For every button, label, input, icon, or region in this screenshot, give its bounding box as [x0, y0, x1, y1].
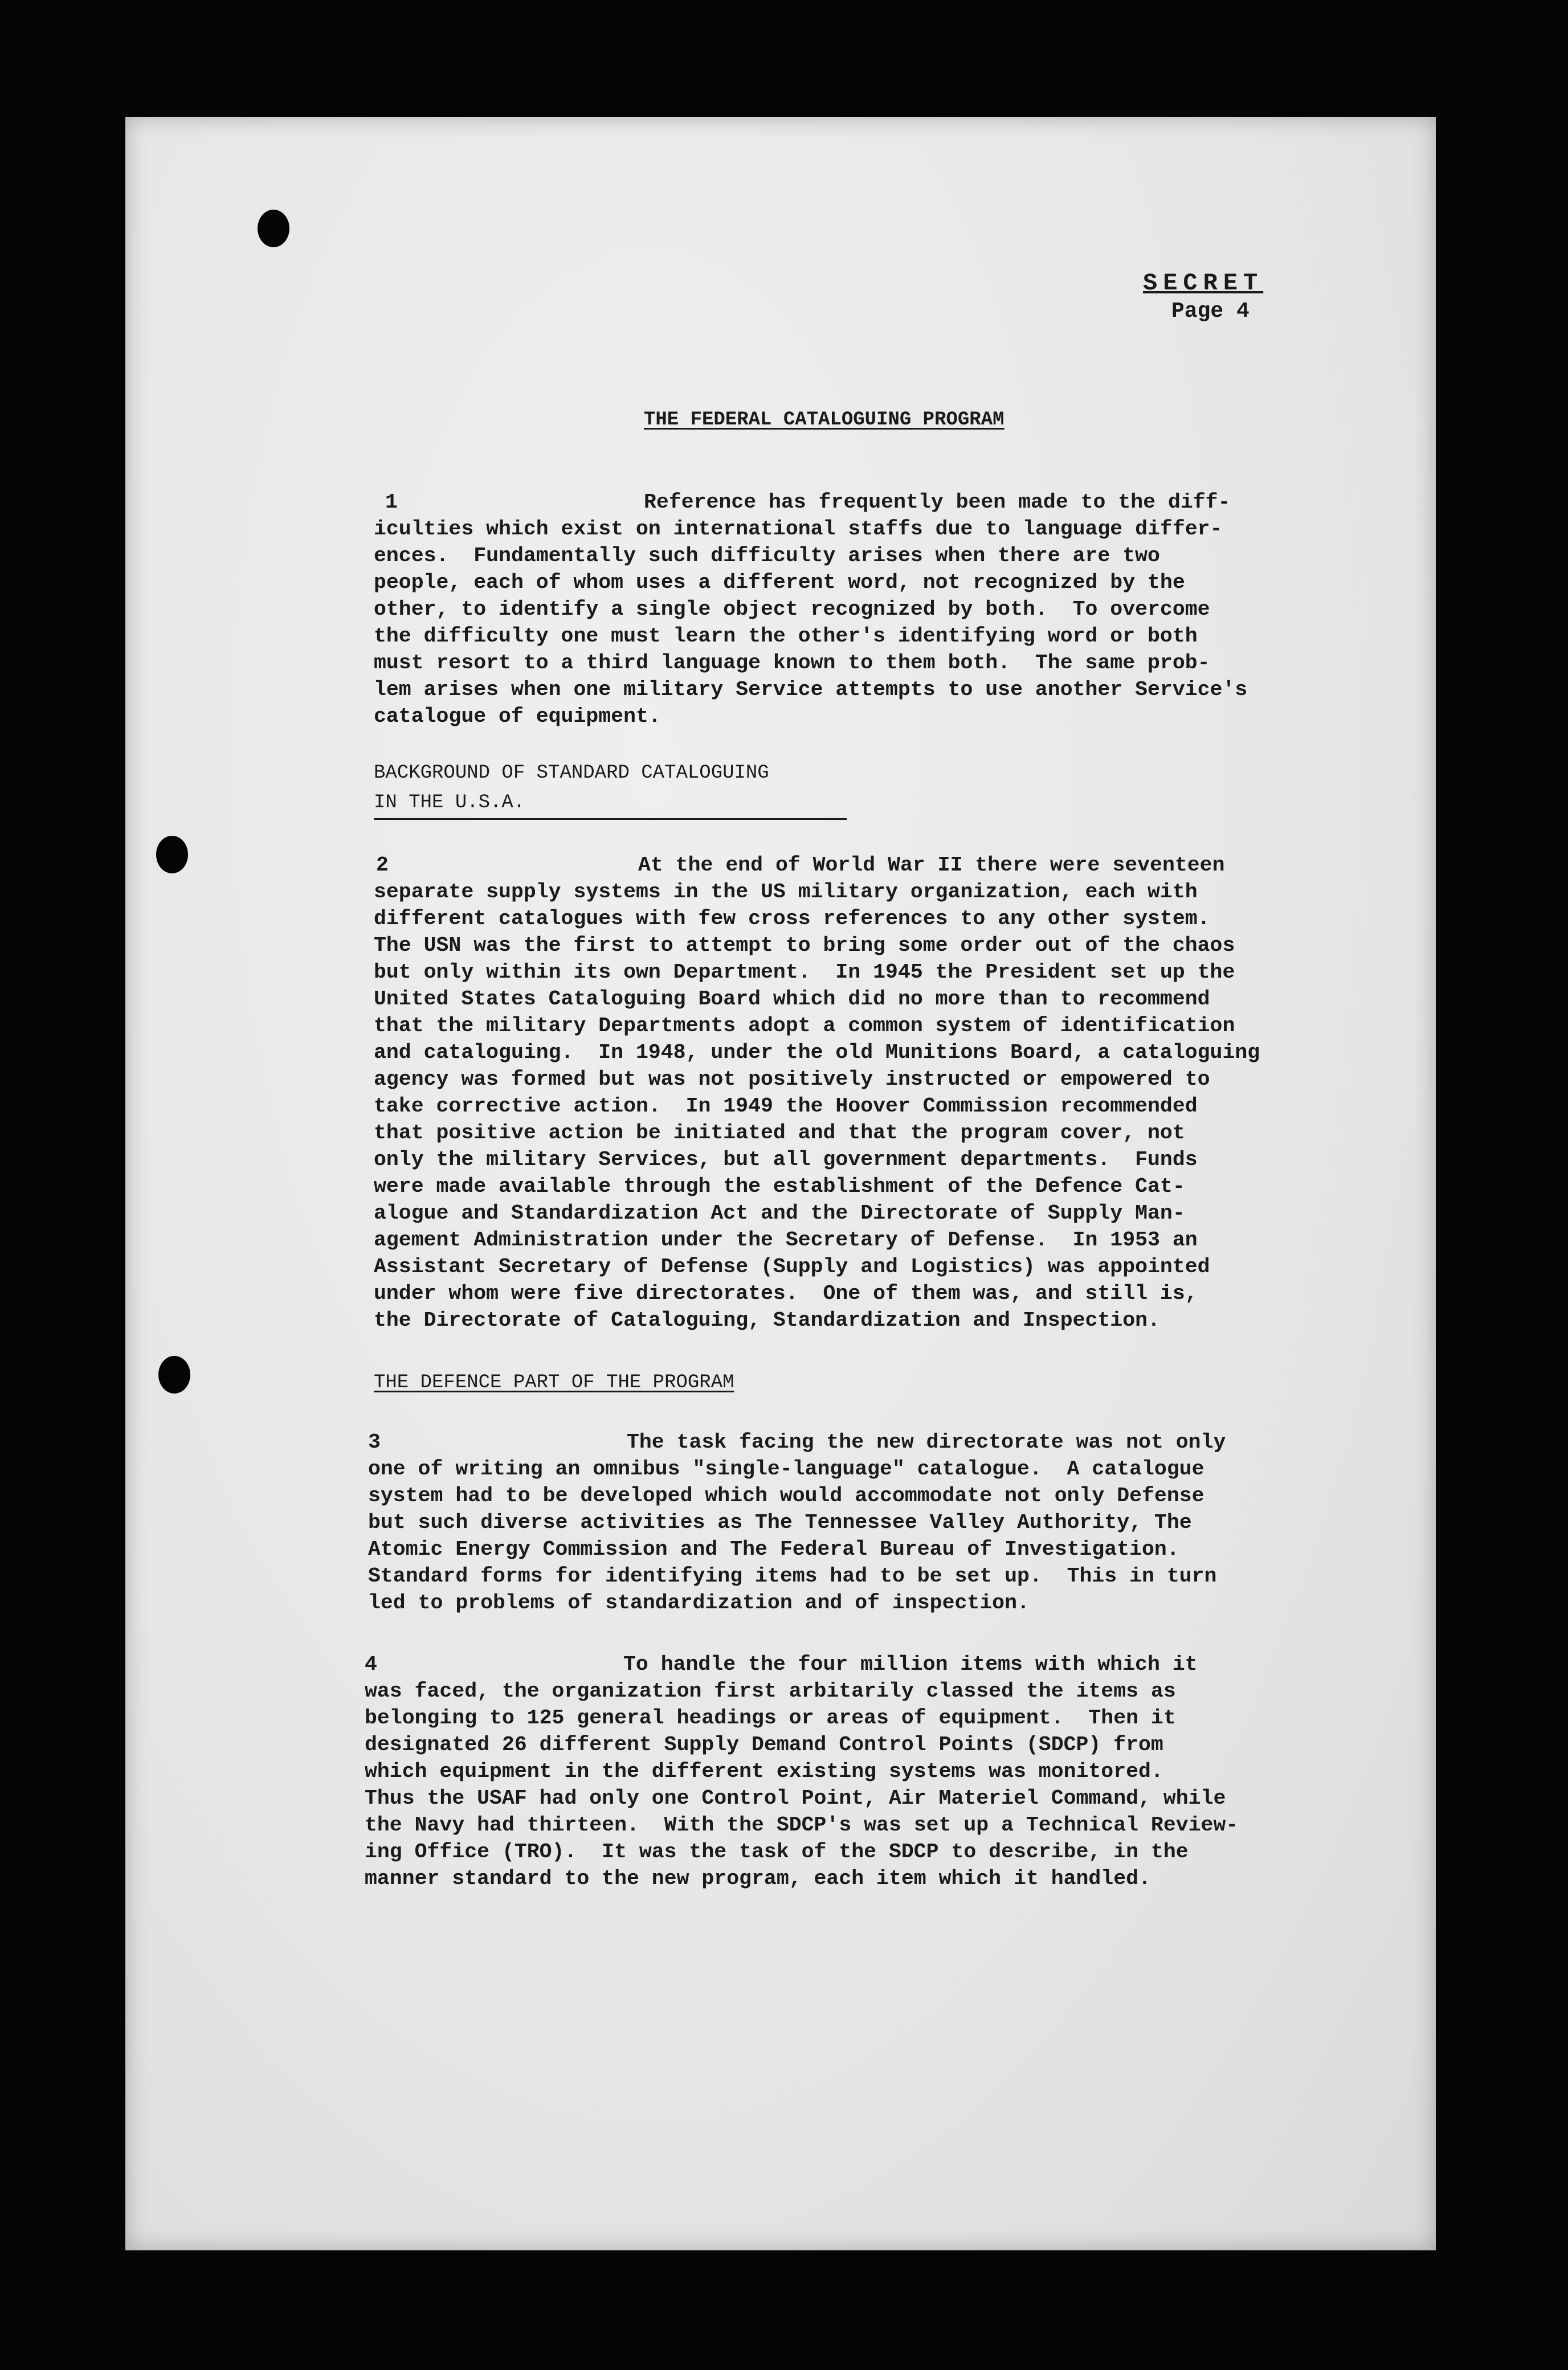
paragraph-1-line: iculties which exist on international staffs due to language differ- [374, 517, 1223, 541]
paragraph-4-number: 4 [365, 1653, 377, 1676]
paragraph-4-line: was faced, the organization first arbitarily classed the items as [365, 1680, 1176, 1703]
paragraph-2-line: under whom were five directorates. One of them was, and still is, [374, 1282, 1198, 1305]
paragraph-3-line: The task facing the new directorate was not only [627, 1431, 1226, 1454]
paragraph-4-line: ing Office (TRO). It was the task of the SDCP to describe, in the [365, 1840, 1189, 1864]
paragraph-1-line: the difficulty one must learn the other's identifying word or both [374, 624, 1198, 648]
punch-hole-top [258, 210, 289, 247]
paragraph-4-line: which equipment in the different existing systems was monitored. [365, 1760, 1163, 1783]
paragraph-2-line: At the end of World War II there were seventeen [638, 853, 1225, 877]
section-heading-defence: THE DEFENCE PART OF THE PROGRAM [374, 1372, 734, 1394]
paragraph-4-line: designated 26 different Supply Demand Control Points (SDCP) from [365, 1733, 1163, 1756]
paragraph-1-line: people, each of whom uses a different word, not recognized by the [374, 571, 1185, 594]
paragraph-4-line: belonging to 125 general headings or areas of equipment. Then it [365, 1706, 1176, 1730]
paragraph-1-line: Reference has frequently been made to the diff- [644, 491, 1231, 514]
section-heading-background-line1: BACKGROUND OF STANDARD CATALOGUING [374, 762, 769, 784]
paragraph-2-line: take corrective action. In 1949 the Hoover Commission recommended [374, 1094, 1198, 1118]
paragraph-2-line: agement Administration under the Secretary of Defense. In 1953 an [374, 1228, 1198, 1252]
paragraph-2-line: only the military Services, but all government departments. Funds [374, 1148, 1198, 1171]
paragraph-4-line: the Navy had thirteen. With the SDCP's was set up a Technical Review- [365, 1813, 1239, 1837]
paragraph-2-line: were made available through the establishment of the Defence Cat- [374, 1175, 1185, 1198]
paragraph-2-number: 2 [376, 853, 389, 877]
paragraph-3-line: Standard forms for identifying items had to be set up. This in turn [368, 1564, 1217, 1588]
paragraph-3-number: 3 [368, 1431, 381, 1454]
paragraph-2-line: and cataloguing. In 1948, under the old Munitions Board, a cataloguing [374, 1041, 1260, 1064]
classification-marking: SECRET [1143, 269, 1264, 297]
paragraph-1-line: other, to identify a single object recognized by both. To overcome [374, 598, 1210, 621]
document-title: THE FEDERAL CATALOGUING PROGRAM [644, 409, 1004, 431]
paragraph-2-line: Assistant Secretary of Defense (Supply and Logistics) was appointed [374, 1255, 1210, 1278]
paragraph-4-line: Thus the USAF had only one Control Point, Air Materiel Command, while [365, 1787, 1226, 1810]
paragraph-3-line: Atomic Energy Commission and The Federal Bureau of Investigation. [368, 1538, 1179, 1561]
paragraph-1-line: catalogue of equipment. [374, 705, 661, 728]
heading-underline [374, 818, 847, 820]
paragraph-1-line: must resort to a third language known to them both. The same prob- [374, 651, 1210, 675]
paragraph-2-line: that positive action be initiated and that the program cover, not [374, 1121, 1185, 1145]
paragraph-1-line: lem arises when one military Service attempts to use another Service's [374, 678, 1248, 701]
paragraph-3-line: one of writing an omnibus "single-language" catalogue. A catalogue [368, 1457, 1204, 1481]
punch-hole-bottom [158, 1356, 190, 1394]
section-heading-background-line2: IN THE U.S.A. [374, 792, 525, 814]
paragraph-2-line: separate supply systems in the US military organization, each with [374, 880, 1198, 904]
paragraph-4-line: To handle the four million items with which it [623, 1653, 1198, 1676]
paragraph-2-line: but only within its own Department. In 1945 the President set up the [374, 961, 1235, 984]
paragraph-4-line: manner standard to the new program, each item which it handled. [365, 1867, 1151, 1890]
paragraph-3-line: led to problems of standardization and of inspection. [368, 1591, 1030, 1615]
paragraph-1-number: 1 [385, 491, 398, 514]
paragraph-3-line: but such diverse activities as The Tennessee Valley Authority, The [368, 1511, 1192, 1534]
paragraph-2-line: United States Cataloguing Board which did no more than to recommend [374, 987, 1210, 1011]
paragraph-2-line: that the military Departments adopt a common system of identification [374, 1014, 1235, 1037]
paragraph-2-line: alogue and Standardization Act and the Directorate of Supply Man- [374, 1202, 1185, 1225]
paragraph-2-line: agency was formed but was not positively instructed or empowered to [374, 1068, 1210, 1091]
page-number: Page 4 [1171, 299, 1250, 324]
paragraph-1-line: ences. Fundamentally such difficulty arises when there are two [374, 544, 1160, 567]
paragraph-2-line: The USN was the first to attempt to bring some order out of the chaos [374, 934, 1235, 957]
paragraph-3-line: system had to be developed which would accommodate not only Defense [368, 1484, 1204, 1507]
paragraph-2-line: the Directorate of Cataloguing, Standardization and Inspection. [374, 1309, 1160, 1332]
punch-hole-middle [156, 836, 188, 873]
paragraph-2-line: different catalogues with few cross references to any other system. [374, 907, 1210, 930]
